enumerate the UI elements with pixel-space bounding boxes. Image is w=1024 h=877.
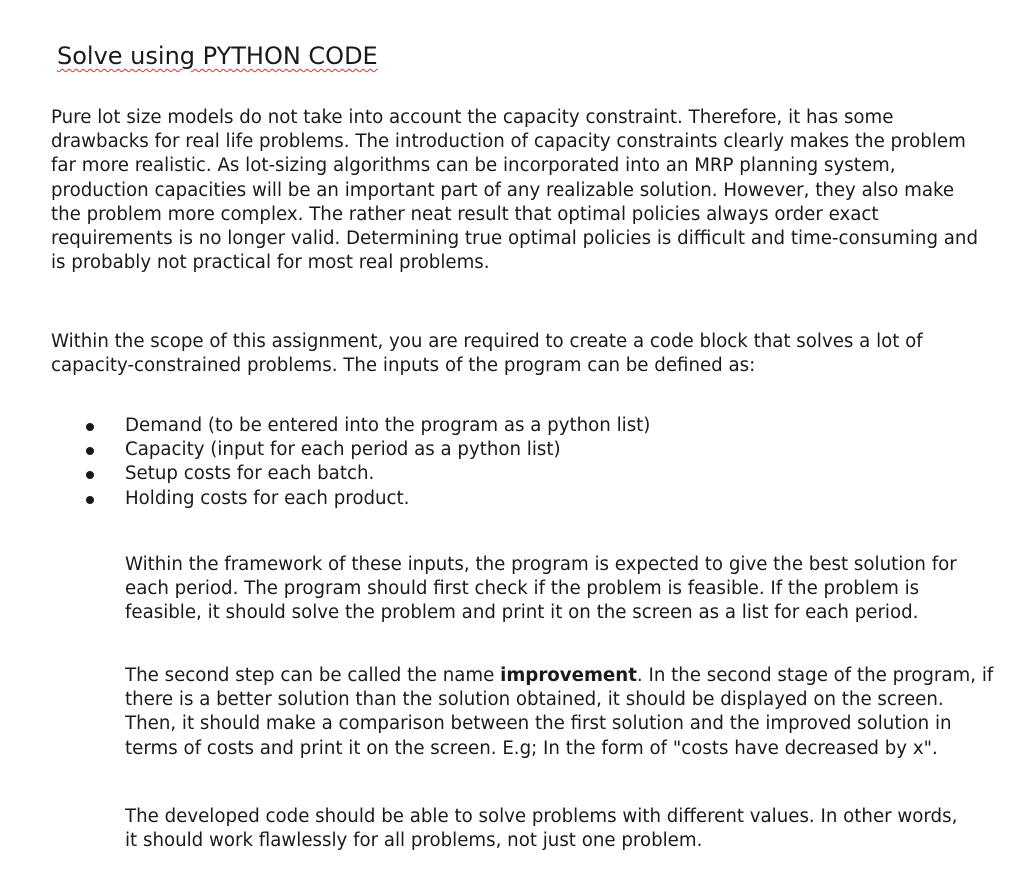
scope-line: Within the scope of this assignment, you are required to create a code block that solves a lot of <box>51 331 923 352</box>
list-item <box>84 487 650 511</box>
improvement-text-before: The second step can be called the name <box>125 665 501 686</box>
intro-line: Pure lot size models do not take into account the capacity constraint. Therefore, it has some <box>51 107 894 128</box>
bullet-icon <box>86 496 94 504</box>
bullet-icon <box>86 423 94 431</box>
improvement-text-after: . In the second stage of the program, if <box>636 665 994 686</box>
framework-line: each period. The program should first check if the problem is feasible. If the problem is <box>125 578 920 600</box>
improvement-line <box>125 664 995 688</box>
closing-line: The developed code should be able to solve problems with different values. In other words, <box>125 806 958 827</box>
framework-line: feasible, it should solve the problem and print it on the screen as a list for each period. <box>125 602 919 624</box>
framework-line: Within the framework of these inputs, the program is expected to give the best solution for <box>125 554 957 575</box>
improvement-line: there is a better solution than the solution obtained, it should be displayed on the screen. <box>125 689 944 711</box>
improvement-line: Then, it should make a comparison between the first solution and the improved solution in <box>125 713 952 735</box>
improvement-keyword: improvement <box>500 665 637 686</box>
input-item-text: Demand (to be entered into the program as a python list) <box>125 415 651 436</box>
intro-line: production capacities will be an important part of any realizable solution. However, they also make <box>51 179 955 201</box>
intro-line: drawbacks for real life problems. The introduction of capacity constraints clearly makes the problem <box>51 131 966 153</box>
improvement-line: terms of costs and print it on the screen. E.g; In the form of "costs have decreased by x". <box>125 737 938 759</box>
inputs-list <box>84 414 650 511</box>
intro-line: is probably not practical for most real problems. <box>51 252 490 274</box>
input-item-text: Setup costs for each batch. <box>125 463 375 485</box>
document-title: Solve using PYTHON CODE <box>57 42 378 70</box>
intro-line: requirements is no longer valid. Determining true optimal policies is difficult and time-consuming and <box>51 228 978 250</box>
list-item <box>84 438 650 462</box>
bullet-icon <box>86 447 94 455</box>
improvement-paragraph <box>125 664 995 761</box>
intro-line: far more realistic. As lot-sizing algorithms can be incorporated into an MRP planning system, <box>51 155 896 177</box>
closing-paragraph <box>125 805 995 853</box>
list-item <box>84 414 650 438</box>
input-item-text: Holding costs for each product. <box>125 487 410 509</box>
intro-paragraph <box>51 106 991 275</box>
list-item <box>84 462 650 486</box>
scope-line: capacity-constrained problems. The inputs of the program can be defined as: <box>51 355 756 377</box>
closing-line: it should work flawlessly for all problems, not just one problem. <box>125 830 703 852</box>
framework-paragraph <box>125 553 995 626</box>
scope-paragraph <box>51 330 991 378</box>
intro-line: the problem more complex. The rather neat result that optimal policies always order exact <box>51 203 879 225</box>
input-item-text: Capacity (input for each period as a python list) <box>125 439 561 461</box>
bullet-icon <box>86 471 94 479</box>
